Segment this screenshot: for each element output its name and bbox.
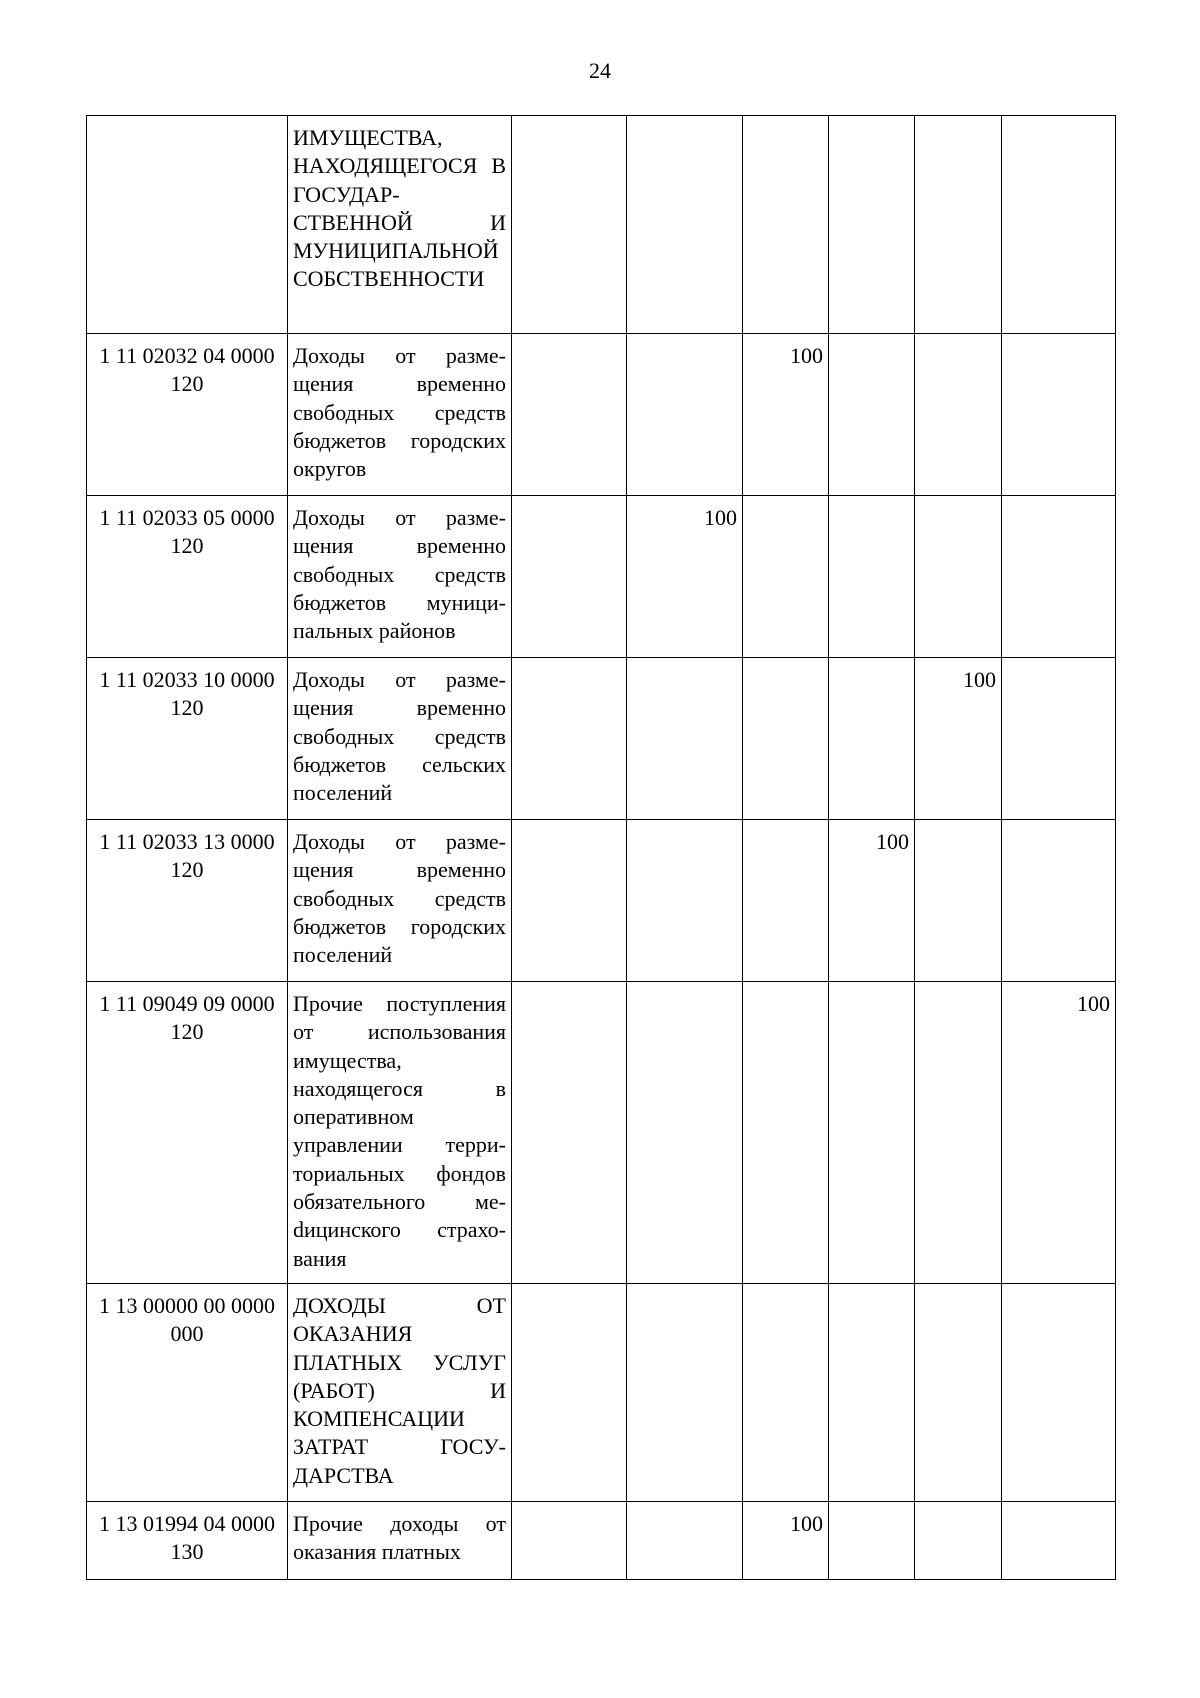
value-cell — [512, 1284, 627, 1502]
value-cell — [627, 334, 743, 496]
table-row — [87, 1284, 1116, 1502]
revenue-description-cell: Прочие доходы от оказания платных — [288, 1502, 512, 1580]
value-cell — [743, 1284, 829, 1502]
value-cell — [743, 496, 829, 658]
value-cell — [915, 820, 1002, 982]
table-row — [87, 982, 1116, 1284]
value-cell — [915, 1284, 1002, 1502]
revenue-code-cell: 1 11 02033 13 0000 120 — [87, 820, 288, 982]
value-cell — [1002, 658, 1116, 820]
value-cell — [512, 820, 627, 982]
value-cell — [915, 982, 1002, 1284]
value-cell: 100 — [915, 658, 1002, 820]
value-cell: 100 — [743, 1502, 829, 1580]
table-row — [87, 116, 1116, 334]
value-cell: 100 — [627, 496, 743, 658]
table-row — [87, 334, 1116, 496]
page-number: 24 — [589, 58, 611, 83]
value-cell — [829, 496, 915, 658]
value-cell — [829, 116, 915, 334]
value-cell — [915, 116, 1002, 334]
value-cell — [1002, 1502, 1116, 1580]
value-cell — [627, 1284, 743, 1502]
value-cell — [512, 1502, 627, 1580]
value-cell: 100 — [1002, 982, 1116, 1284]
value-cell — [627, 658, 743, 820]
revenue-description-cell: Доходы от размещения временно свободных средств бюджетов городских поселений — [288, 820, 512, 982]
revenue-classification-table — [86, 115, 1116, 1580]
value-cell — [915, 1502, 1002, 1580]
value-cell — [627, 982, 743, 1284]
revenue-code-cell: 1 11 02033 10 0000 120 — [87, 658, 288, 820]
value-cell — [829, 1502, 915, 1580]
value-cell — [512, 334, 627, 496]
value-cell: 100 — [743, 334, 829, 496]
revenue-description-cell: ДОХОДЫ ОТ ОКАЗАНИЯ ПЛАТНЫХ УСЛУГ (РАБОТ) И КОМПЕНСАЦИИ ЗАТРАТ ГОСУДАРСТВА — [288, 1284, 512, 1502]
value-cell — [1002, 1284, 1116, 1502]
value-cell — [627, 116, 743, 334]
value-cell — [915, 496, 1002, 658]
table-row — [87, 820, 1116, 982]
revenue-description-cell: Доходы от размещения временно свободных средств бюджетов сельских поселений — [288, 658, 512, 820]
value-cell — [829, 658, 915, 820]
revenue-code-cell: 1 11 02032 04 0000 120 — [87, 334, 288, 496]
revenue-description-cell: Доходы от размещения временно свободных средств бюджетов городских округов — [288, 334, 512, 496]
revenue-code-cell: 1 11 02033 05 0000 120 — [87, 496, 288, 658]
value-cell — [743, 116, 829, 334]
value-cell — [627, 1502, 743, 1580]
value-cell — [743, 820, 829, 982]
value-cell — [512, 658, 627, 820]
value-cell — [512, 496, 627, 658]
value-cell — [1002, 496, 1116, 658]
value-cell — [1002, 334, 1116, 496]
value-cell — [829, 334, 915, 496]
value-cell — [1002, 820, 1116, 982]
value-cell — [512, 982, 627, 1284]
table-row — [87, 496, 1116, 658]
revenue-description-cell: Доходы от размещения временно свободных средств бюджетов муниципальных районов — [288, 496, 512, 658]
value-cell — [512, 116, 627, 334]
value-cell: 100 — [829, 820, 915, 982]
value-cell — [1002, 116, 1116, 334]
value-cell — [627, 820, 743, 982]
value-cell — [829, 1284, 915, 1502]
table-row — [87, 658, 1116, 820]
table-row — [87, 1502, 1116, 1580]
revenue-description-cell: ИМУЩЕСТВА, НАХОДЯЩЕГОСЯ В ГОСУДАРСТВЕННОЙ И МУНИЦИПАЛЬНОЙ СОБСТВЕННОСТИ — [288, 116, 512, 334]
value-cell — [915, 334, 1002, 496]
value-cell — [829, 982, 915, 1284]
revenue-description-cell: Прочие поступления от использования имущества, находящегося в оперативном управлении территориальных фондов обязательного меdицинского страхования — [288, 982, 512, 1284]
value-cell — [743, 982, 829, 1284]
revenue-code-cell: 1 13 01994 04 0000 130 — [87, 1502, 288, 1580]
value-cell — [743, 658, 829, 820]
revenue-code-cell: 1 13 00000 00 0000 000 — [87, 1284, 288, 1502]
revenue-code-cell — [87, 116, 288, 334]
revenue-code-cell: 1 11 09049 09 0000 120 — [87, 982, 288, 1284]
